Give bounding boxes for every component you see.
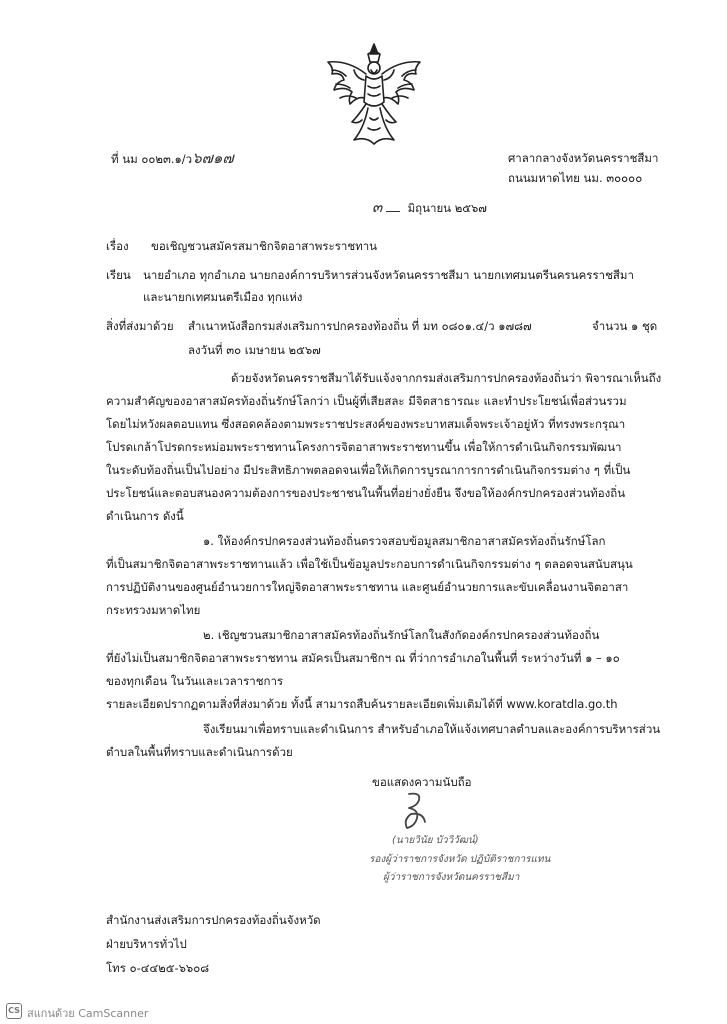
attachment-line2: ลงวันที่ ๓๐ เมษายน ๒๕๖๗ [188, 343, 321, 357]
office-address-line2: ถนนมหาดไทย นม. ๓๐๐๐๐ [508, 171, 643, 185]
para1-line: ประโยชน์และตอบสนองความต้องการของประชาชนในพื้นที่อย่างยั่งยืน จึงขอให้องค์กรปกครองส่วนท้องถิ่น [106, 486, 626, 500]
addressee-line1: นายอำเภอ ทุกอำเภอ นายกองค์การบริหารส่วนจังหวัดนครราชสีมา นายกเทศมนตรีนครนครราชสีมา [143, 268, 634, 282]
attachment-label: สิ่งที่ส่งมาด้วย [106, 319, 174, 333]
para1-line: โดยไม่หวังผลตอบแทน ซึ่งสอดคล้องตามพระราชประสงค์ของพระบาทสมเด็จพระเจ้าอยู่หัว ที่ทรงพระกรุณา [106, 417, 626, 431]
item1-line: ๑. ให้องค์กรปกครองส่วนท้องถิ่นตรวจสอบข้อมูลสมาชิกอาสาสมัครท้องถิ่นรักษ์โลก [203, 534, 606, 548]
para1-line: ในระดับท้องถิ่นเป็นไปอย่าง มีประสิทธิภาพตลอดจนเพื่อให้เกิดการบูรณาการการดำเนินกิจกรรมต่าง ๆ ที่เป็น [106, 463, 631, 477]
garuda-emblem [318, 40, 430, 152]
item2-line: ของทุกเดือน ในวันและเวลาราชการ [106, 674, 284, 688]
subject-label: เรื่อง [106, 239, 129, 253]
doc-number-line [111, 150, 234, 167]
scanner-watermark-text: สแกนด้วย CamScanner [27, 1007, 149, 1020]
footer-division: ฝ่ายบริหารทั่วไป [106, 937, 187, 951]
camscanner-logo-icon: CS [6, 1003, 22, 1019]
signer-name: (นายวินัย บัววิวัฒน์) [392, 835, 479, 846]
item2-line: ที่ยังไม่เป็นสมาชิกจิตอาสาพระราชทาน สมัครเป็นสมาชิกฯ ณ ที่ว่าการอำเภอในพื้นที่ ระหว่างวันที่ ๑ – ๑๐ [106, 651, 620, 665]
respect-closing: ขอแสดงความนับถือ [372, 775, 472, 789]
para1-line: โปรดเกล้าโปรดกระหม่อมพระราชทานโครงการจิตอาสาพระราชทานขึ้น เพื่อให้การดำเนินกิจกรรมพัฒนา [106, 440, 622, 454]
para1-line: ความสำคัญของอาสาสมัครท้องถิ่นรักษ์โลกว่า เป็นผู้ที่เสียสละ มีจิตสาธารณะ และทำประโยชน์เพื่อส่วนรวม [106, 394, 627, 408]
closing-line: ตำบลในพื้นที่ทราบและดำเนินการด้วย [106, 745, 293, 759]
para1-line: ด้วยจังหวัดนครราชสีมาได้รับแจ้งจากกรมส่งเสริมการปกครองท้องถิ่นว่า พิจารณาเห็นถึง [231, 371, 662, 385]
footer-phone: โทร ๐-๔๔๒๕-๖๖๐๘ [106, 961, 210, 975]
addressee-line2: และนายกเทศมนตรีเมือง ทุกแห่ง [143, 290, 303, 304]
item1-line: ที่เป็นสมาชิกจิตอาสาพระราชทานแล้ว เพื่อใช้เป็นข้อมูลประกอบการดำเนินกิจกรรมต่าง ๆ ตลอดจนสนับสนุน [106, 557, 633, 571]
attachment-count: จำนวน ๑ ชุด [592, 319, 658, 333]
signer-position1: รองผู้ว่าราชการจังหวัด ปฏิบัติราชการแทน [369, 854, 551, 865]
date-month-year: มิถุนายน ๒๕๖๗ [407, 201, 487, 215]
date-day-handwritten: ๓ [372, 198, 383, 216]
para1-line: ดำเนินการ ดังนี้ [106, 509, 184, 523]
date-slash-mark [386, 211, 400, 212]
subject-text: ขอเชิญชวนสมัครสมาชิกจิตอาสาพระราชทาน [151, 239, 378, 253]
item2-line: รายละเอียดปรากฏตามสิ่งที่ส่งมาด้วย ทั้งนี้ สามารถสืบค้นรายละเอียดเพิ่มเติมได้ที่ www.koratdla.go.th [106, 697, 618, 711]
item1-line: การปฏิบัติงานของศูนย์อำนวยการใหญ่จิตอาสาพระราชทาน และศูนย์อำนวยการและขับเคลื่อนงานจิตอาสา [106, 580, 629, 594]
handwritten-signature [395, 790, 435, 832]
doc-number: ที่ นม ๐๐๒๓.๑/ว [111, 152, 193, 166]
attachment-line1: สำเนาหนังสือกรมส่งเสริมการปกครองท้องถิ่น ที่ มท ๐๘๐๑.๔/ว ๑๗๘๗ [188, 319, 532, 333]
item2-line: ๒. เชิญชวนสมาชิกอาสาสมัครท้องถิ่นรักษ์โลกในสังกัดองค์กรปกครองส่วนท้องถิ่น [203, 628, 600, 642]
item1-line: กระทรวงมหาดไทย [106, 603, 201, 617]
closing-line: จึงเรียนมาเพื่อทราบและดำเนินการ สำหรับอำเภอให้แจ้งเทศบาลตำบลและองค์การบริหารส่วน [203, 722, 661, 736]
footer-office: สำนักงานส่งเสริมการปกครองท้องถิ่นจังหวัด [106, 913, 321, 927]
date-line [372, 199, 487, 216]
signer-position2: ผู้ว่าราชการจังหวัดนครราชสีมา [383, 872, 520, 883]
addressee-label: เรียน [106, 268, 131, 282]
doc-number-handwritten: ๖๗๑๗ [192, 149, 234, 167]
office-address-line1: ศาลากลางจังหวัดนครราชสีมา [508, 151, 659, 165]
